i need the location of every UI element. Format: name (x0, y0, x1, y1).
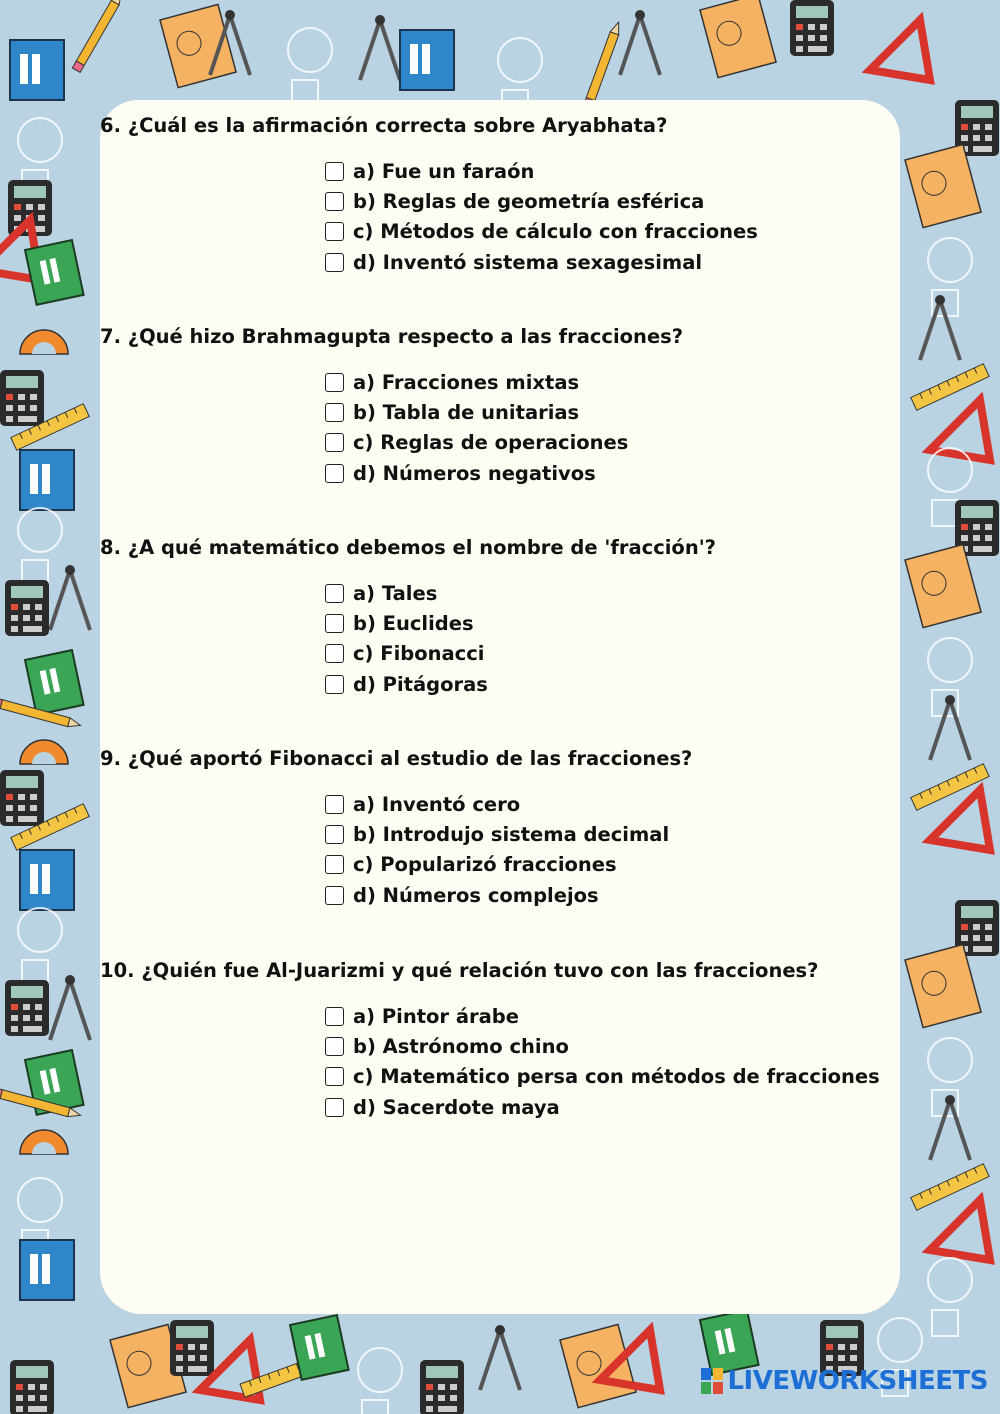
question-10 (100, 956, 900, 1119)
option-label: a) Fracciones mixtas (353, 370, 580, 394)
option-label: c) Popularizó fracciones (353, 853, 617, 877)
option-a[interactable] (325, 156, 758, 186)
option-a[interactable] (325, 1001, 880, 1031)
checkbox[interactable] (325, 1007, 344, 1026)
options-list (325, 1001, 880, 1122)
options-list (325, 578, 488, 699)
option-c[interactable] (325, 428, 628, 458)
option-d[interactable] (325, 1092, 880, 1122)
question-6 (100, 111, 900, 274)
checkbox[interactable] (325, 373, 344, 392)
checkbox[interactable] (325, 795, 344, 814)
option-c[interactable] (325, 1062, 880, 1092)
question-title: 8. ¿A qué matemático debemos el nombre de 'fracción'? (100, 536, 716, 559)
option-label: c) Métodos de cálculo con fracciones (353, 220, 758, 244)
option-a[interactable] (325, 789, 669, 819)
checkbox[interactable] (325, 644, 344, 663)
option-label: c) Matemático persa con métodos de fracciones (353, 1065, 880, 1089)
checkbox[interactable] (325, 1067, 344, 1086)
option-c[interactable] (325, 217, 758, 247)
checkbox[interactable] (325, 825, 344, 844)
option-label: b) Astrónomo chino (353, 1034, 569, 1058)
option-label: c) Reglas de operaciones (353, 431, 629, 455)
question-title: 9. ¿Qué aportó Fibonacci al estudio de las fracciones? (100, 747, 693, 770)
question-8 (100, 533, 900, 696)
option-label: d) Números negativos (353, 461, 596, 485)
option-label: c) Fibonacci (353, 642, 485, 666)
option-label: a) Inventó cero (353, 792, 521, 816)
option-b[interactable] (325, 1031, 880, 1061)
checkbox[interactable] (325, 614, 344, 633)
question-9 (100, 744, 900, 907)
checkbox[interactable] (325, 253, 344, 272)
question-7 (100, 322, 900, 485)
checkbox[interactable] (325, 1037, 344, 1056)
option-d[interactable] (325, 669, 488, 699)
liveworksheets-logo (701, 1366, 988, 1396)
option-b[interactable] (325, 186, 758, 216)
option-label: b) Tabla de unitarias (353, 400, 580, 424)
option-label: d) Números complejos (353, 883, 599, 907)
options-list (325, 789, 669, 910)
brand-text: LIVEWORKSHEETS (727, 1366, 988, 1396)
option-a[interactable] (325, 578, 488, 608)
option-d[interactable] (325, 458, 628, 488)
option-label: d) Sacerdote maya (353, 1095, 560, 1119)
checkbox[interactable] (325, 464, 344, 483)
checkbox[interactable] (325, 675, 344, 694)
checkbox[interactable] (325, 222, 344, 241)
option-label: a) Pintor árabe (353, 1004, 519, 1028)
question-title: 7. ¿Qué hizo Brahmagupta respecto a las fracciones? (100, 325, 684, 348)
worksheet-card (100, 100, 900, 1314)
option-c[interactable] (325, 850, 669, 880)
option-label: b) Reglas de geometría esférica (353, 189, 705, 213)
option-label: b) Euclides (353, 611, 474, 635)
checkbox[interactable] (325, 403, 344, 422)
checkbox[interactable] (325, 584, 344, 603)
checkbox[interactable] (325, 886, 344, 905)
checkbox[interactable] (325, 1098, 344, 1117)
option-b[interactable] (325, 819, 669, 849)
option-d[interactable] (325, 880, 669, 910)
option-label: b) Introdujo sistema decimal (353, 822, 670, 846)
options-list (325, 156, 758, 277)
option-label: a) Tales (353, 581, 438, 605)
option-label: d) Inventó sistema sexagesimal (353, 250, 703, 274)
checkbox[interactable] (325, 855, 344, 874)
question-title: 10. ¿Quién fue Al-Juarizmi y qué relación tuvo con las fracciones? (100, 959, 819, 982)
option-label: d) Pitágoras (353, 672, 488, 696)
checkbox[interactable] (325, 433, 344, 452)
option-label: a) Fue un faraón (353, 159, 535, 183)
liveworksheets-icon (701, 1368, 723, 1394)
option-d[interactable] (325, 247, 758, 277)
question-title: 6. ¿Cuál es la afirmación correcta sobre Aryabhata? (100, 114, 668, 137)
options-list (325, 367, 628, 488)
checkbox[interactable] (325, 162, 344, 181)
option-b[interactable] (325, 397, 628, 427)
option-b[interactable] (325, 608, 488, 638)
option-c[interactable] (325, 639, 488, 669)
option-a[interactable] (325, 367, 628, 397)
checkbox[interactable] (325, 192, 344, 211)
